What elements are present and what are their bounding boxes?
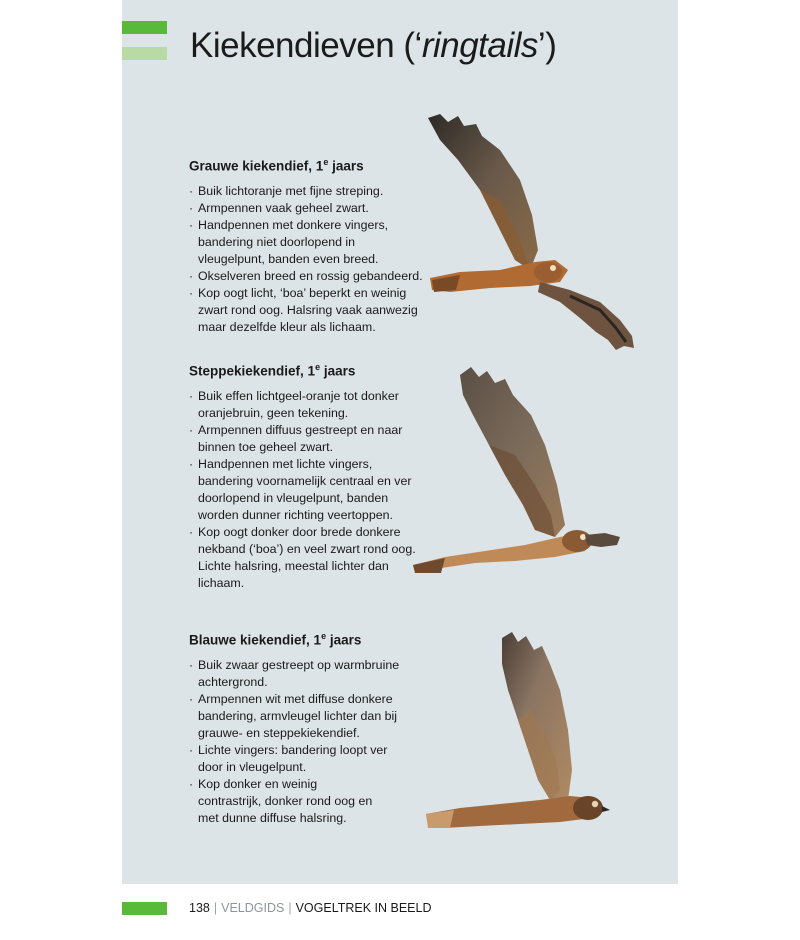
list-item: · Kop donker en weinig contrastrijk, donker rond oog en met dunne diffuse halsring. (189, 776, 378, 827)
section-blauwe-kiekendief (189, 631, 429, 827)
harrier-photo-grauwe (420, 110, 640, 355)
list-item: · Armpennen diffuus gestreept en naar binnen toe geheel zwart. (189, 422, 408, 456)
section-steppekiekendief (189, 362, 429, 592)
title-main: Kiekendieven (‘ (190, 26, 422, 65)
green-tab-light (122, 47, 167, 60)
list-item: · Buik effen lichtgeel-oranje tot donker oranjebruin, geen tekening. (189, 388, 408, 422)
list-item: · Lichte vingers: bandering loopt ver door in vleugelpunt. (189, 742, 398, 776)
list-item: · Okselveren breed en rossig gebandeerd. (189, 268, 429, 285)
list-item: · Kop oogt donker door brede donkere nekband (‘boa’) en veel zwart rond oog. Lichte halsring, meestal lichter dan lichaam. (189, 524, 420, 592)
list-item: · Armpennen wit met diffuse donkere bandering, armvleugel lichter dan bij grauwe- en steppekiekendief. (189, 691, 408, 742)
harrier-photo-steppe (405, 365, 630, 580)
footer-separator: | (213, 901, 218, 915)
title-italic: ringtails (421, 26, 538, 65)
section-heading: Grauwe kiekendief, 1e jaars (189, 157, 364, 174)
footer (189, 901, 432, 915)
bullet-list (189, 657, 429, 827)
bullet-list (189, 388, 429, 592)
list-item: · Handpennen met lichte vingers, bandering voornamelijk centraal en ver doorlopend in vleugelpunt, banden worden dunner richting veertoppen. (189, 456, 430, 524)
page-title (190, 26, 556, 66)
green-tab-top (122, 21, 167, 34)
section-heading: Blauwe kiekendief, 1e jaars (189, 631, 362, 648)
footer-guide: VELDGIDS (221, 901, 285, 915)
footer-separator: | (288, 901, 292, 915)
section-grauwe-kiekendief (189, 157, 429, 336)
list-item: · Buik zwaar gestreept op warmbruine achtergrond. (189, 657, 408, 691)
footer-book-title: VOGELTREK IN BEELD (295, 901, 432, 915)
list-item: · Kop oogt licht, ‘boa’ beperkt en weinig zwart rond oog. Halsring vaak aanwezig maar dezelfde kleur als lichaam. (189, 285, 418, 336)
bullet-list (189, 183, 429, 336)
section-heading: Steppekiekendief, 1e jaars (189, 362, 356, 379)
page-number: 138 (189, 901, 210, 915)
list-item: · Buik lichtoranje met fijne streping. (189, 183, 429, 200)
list-item: · Handpennen met donkere vingers, bandering niet doorlopend in vleugelpunt, banden even breed. (189, 217, 403, 268)
title-end: ’) (537, 26, 557, 65)
footer-green-tab (122, 902, 167, 915)
list-item: · Armpennen vaak geheel zwart. (189, 200, 429, 217)
harrier-photo-blauwe (420, 630, 620, 835)
